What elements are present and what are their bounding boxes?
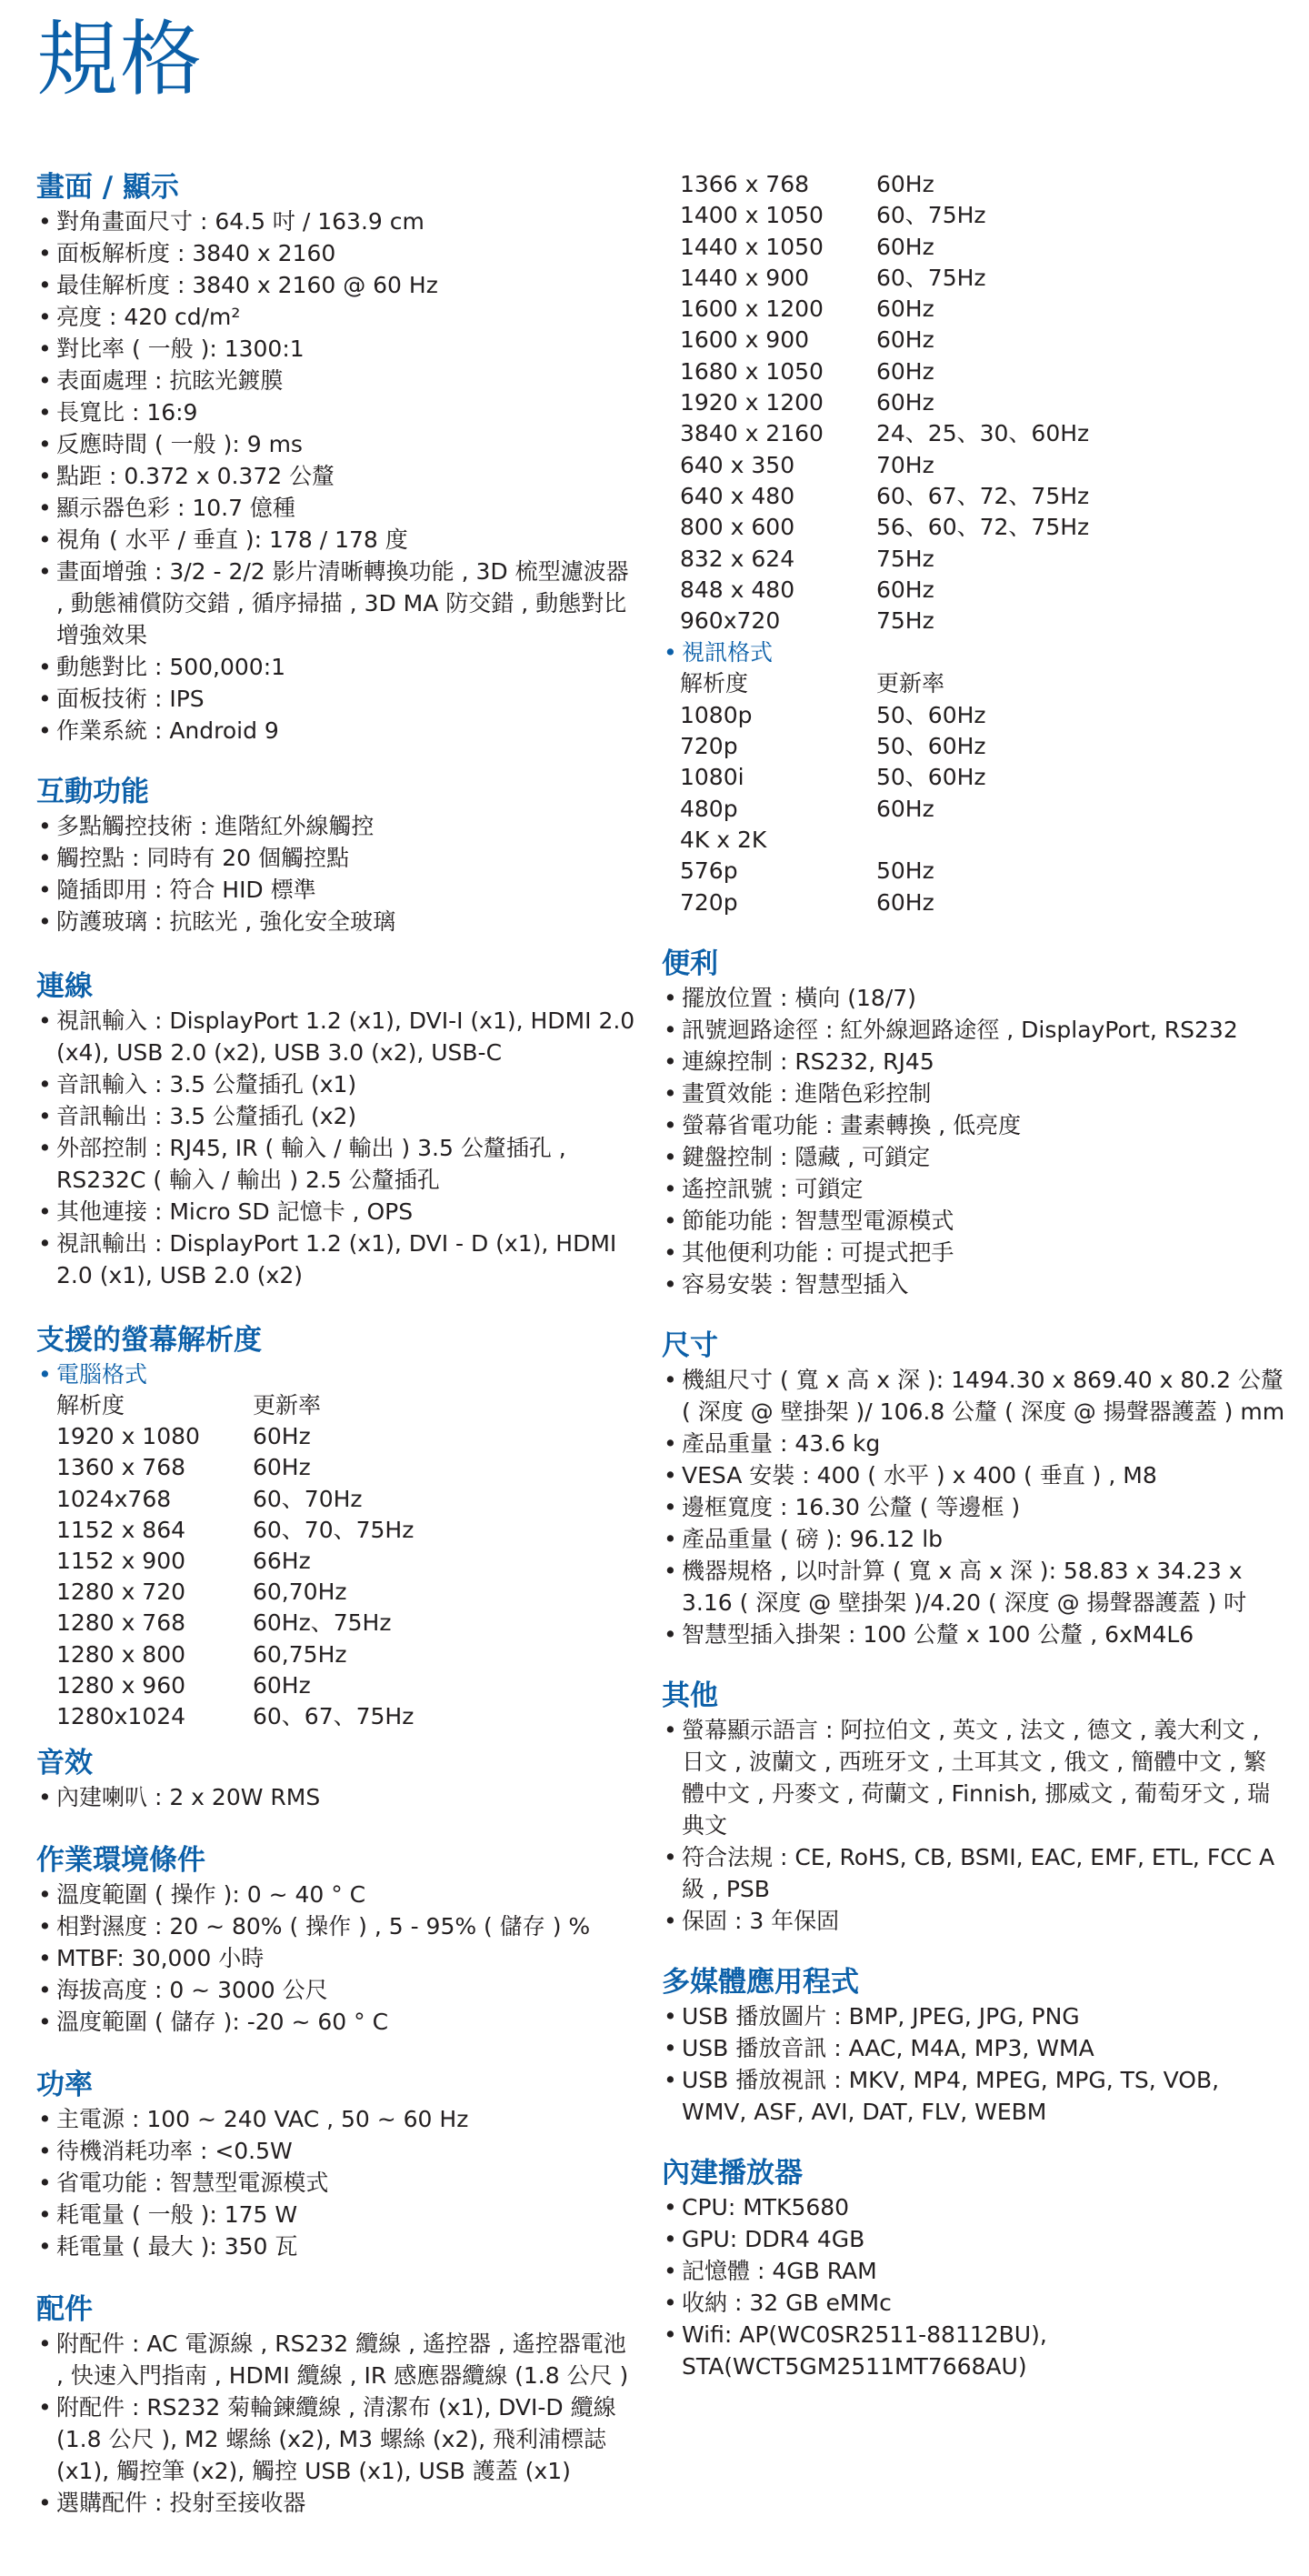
display-section — [36, 169, 636, 747]
player-section — [662, 2155, 1289, 2382]
refresh-rate-value: 60Hz — [876, 389, 934, 416]
refresh-rate-value: 24、25、30、60Hz — [876, 420, 1090, 447]
convenience-title: 便利 — [662, 947, 718, 980]
pc-resolution-table — [56, 1390, 636, 1732]
multimedia-list — [662, 2000, 1289, 2128]
refresh-rate-value: 60、67、72、75Hz — [876, 482, 1090, 509]
convenience-list — [662, 982, 1289, 1300]
resolutions-section — [36, 1322, 636, 1732]
refresh-rate-value: 60Hz、75Hz — [253, 1609, 392, 1637]
list-item: • 容易安裝 : 智慧型插入 — [662, 1268, 1289, 1300]
resolution-row — [56, 1701, 636, 1732]
list-item: • 最佳解析度 : 3840 x 2160 @ 60 Hz — [36, 269, 636, 301]
accessories-title: 配件 — [36, 2293, 93, 2327]
video-refresh-header-label: 更新率 — [876, 670, 945, 697]
interaction-section — [36, 774, 636, 937]
list-item: • VESA 安裝 : 400 ( 水平 ) x 400 ( 垂直 ) , M8 — [662, 1459, 1289, 1491]
list-item: • 耗電量 ( 最大 ): 350 瓦 — [36, 2230, 636, 2262]
resolutions-continued-section — [662, 169, 1289, 918]
refresh-rate-value: 50Hz — [876, 857, 934, 885]
refresh-rate-value: 60、75Hz — [876, 202, 986, 229]
list-item: • 其他便利功能 : 可提式把手 — [662, 1237, 1289, 1268]
list-item: • 視訊輸入 : DisplayPort 1.2 (x1), DVI-I (x1), HDMI 2.0 (x4), USB 2.0 (x2), USB 3.0 (x2), USB-C — [36, 1005, 636, 1068]
misc-title: 其他 — [662, 1679, 718, 1712]
resolution-value: 1280 x 720 — [56, 1579, 186, 1606]
resolutions-title: 支援的螢幕解析度 — [36, 1324, 262, 1357]
resolution-value: 1440 x 900 — [680, 264, 810, 291]
resolution-row — [680, 512, 1289, 543]
list-item: • 外部控制 : RJ45, IR ( 輸入 / 輸出 ) 3.5 公釐插孔 , RS232C ( 輸入 / 輸出 ) 2.5 公釐插孔 — [36, 1132, 636, 1196]
list-item: • 鍵盤控制 : 隱藏 , 可鎖定 — [662, 1141, 1289, 1173]
resolution-value: 1080i — [680, 764, 744, 791]
refresh-rate-value: 60、75Hz — [876, 264, 986, 291]
list-item: • GPU: DDR4 4GB — [662, 2223, 1289, 2255]
resolution-row — [680, 794, 1289, 825]
list-item: • 遙控訊號 : 可鎖定 — [662, 1173, 1289, 1205]
resolution-header: 解析度 — [56, 1392, 125, 1418]
resolution-row — [56, 1639, 636, 1670]
connectivity-list — [36, 1005, 636, 1291]
resolution-row — [680, 294, 1289, 325]
connectivity-title: 連線 — [36, 970, 93, 1003]
resolution-row — [680, 387, 1289, 418]
list-item: • 溫度範圍 ( 儲存 ): -20 ~ 60 ° C — [36, 2006, 636, 2038]
resolution-value: 1152 x 900 — [56, 1548, 186, 1575]
resolution-value: 1440 x 1050 — [680, 233, 824, 260]
list-item: • 多點觸控技術 : 進階紅外線觸控 — [36, 810, 636, 842]
resolution-row — [680, 481, 1289, 512]
sound-list — [36, 1781, 636, 1813]
list-item: • 連線控制 : RS232, RJ45 — [662, 1046, 1289, 1078]
video-format-list — [662, 636, 1289, 668]
list-item: • 記憶體 : 4GB RAM — [662, 2255, 1289, 2287]
refresh-rate-value: 75Hz — [876, 607, 934, 635]
refresh-rate-value: 60、70Hz — [253, 1485, 363, 1512]
player-title: 內建播放器 — [662, 2156, 803, 2190]
list-item: • 內建喇叭 : 2 x 20W RMS — [36, 1781, 636, 1813]
resolution-row — [680, 762, 1289, 793]
resolution-row — [56, 1546, 636, 1577]
video-resolution-rows — [680, 700, 1289, 918]
refresh-rate-value: 60Hz — [876, 576, 934, 603]
pc-resolution-header — [56, 1390, 636, 1421]
list-item: • 隨插即用 : 符合 HID 標準 — [36, 874, 636, 906]
list-item: • 表面處理 : 抗眩光鍍膜 — [36, 365, 636, 396]
resolution-row — [56, 1608, 636, 1639]
resolution-row — [680, 887, 1289, 918]
list-item: • 相對濕度 : 20 ~ 80% ( 操作 ) , 5 - 95% ( 儲存 ) % — [36, 1910, 636, 1942]
list-item: • 對比率 ( 一般 ): 1300:1 — [36, 333, 636, 365]
resolution-row — [680, 325, 1289, 356]
list-item: • 產品重量 : 43.6 kg — [662, 1428, 1289, 1459]
resolution-row — [680, 856, 1289, 887]
list-item: • 其他連接 : Micro SD 記憶卡 , OPS — [36, 1196, 636, 1228]
display-list — [36, 205, 636, 747]
refresh-rate-value: 60、67、75Hz — [253, 1703, 415, 1730]
resolution-value: 1024x768 — [56, 1485, 172, 1512]
resolution-value: 1366 x 768 — [680, 171, 810, 197]
list-item: • 面板解析度 : 3840 x 2160 — [36, 237, 636, 269]
resolution-value: 576p — [680, 857, 738, 885]
resolution-row — [680, 606, 1289, 636]
resolution-value: 720p — [680, 888, 738, 916]
resolution-row — [680, 232, 1289, 263]
list-item: • 機器規格 , 以吋計算 ( 寬 x 高 x 深 ): 58.83 x 34.23 x 3.16 ( 深度 @ 壁掛架 )/4.20 ( 深度 @ 揚聲器護蓋 ) 吋 — [662, 1555, 1289, 1619]
right-column — [662, 169, 1289, 2408]
resolution-value: 1920 x 1200 — [680, 389, 824, 416]
resolution-row — [56, 1421, 636, 1452]
list-item: • 收納 : 32 GB eMMc — [662, 2287, 1289, 2319]
video-resolution-header-label: 解析度 — [680, 670, 749, 697]
list-item: • MTBF: 30,000 小時 — [36, 1942, 636, 1974]
player-list — [662, 2191, 1289, 2382]
list-item: • 畫面增強 : 3/2 - 2/2 影片清晰轉換功能 , 3D 梳型濾波器 , 動態補償防交錯 , 循序掃描 , 3D MA 防交錯 , 動態對比增強效果 — [36, 556, 636, 651]
refresh-rate-value: 60Hz — [253, 1423, 311, 1450]
refresh-header: 更新率 — [253, 1392, 322, 1418]
pc-format-label: • 電腦格式 — [36, 1358, 636, 1390]
resolution-row — [680, 700, 1289, 731]
resolution-row — [56, 1577, 636, 1608]
resolution-row — [680, 169, 1289, 200]
refresh-rate-value: 60、70、75Hz — [253, 1516, 415, 1543]
list-item: • 選購配件 : 投射至接收器 — [36, 2487, 636, 2519]
operating-section — [36, 1842, 636, 2038]
refresh-rate-value — [876, 825, 1289, 856]
refresh-rate-value: 60Hz — [876, 171, 934, 197]
refresh-rate-value: 50、60Hz — [876, 733, 986, 760]
resolution-value: 960x720 — [680, 607, 781, 635]
list-item: • Wifi: AP(WC0SR2511-88112BU), STA(WCT5GM2511MT7668AU) — [662, 2319, 1289, 2382]
refresh-rate-value: 60Hz — [876, 296, 934, 323]
list-item: • 省電功能 : 智慧型電源模式 — [36, 2167, 636, 2199]
refresh-rate-value: 60Hz — [876, 326, 934, 354]
resolution-row — [680, 356, 1289, 387]
power-list — [36, 2103, 636, 2262]
list-item: • 防護玻璃 : 抗眩光 , 強化安全玻璃 — [36, 906, 636, 937]
resolution-value: 1680 x 1050 — [680, 357, 824, 385]
refresh-rate-value: 60Hz — [876, 795, 934, 822]
resolution-value: 640 x 480 — [680, 482, 795, 509]
list-item: • 符合法規 : CE, RoHS, CB, BSMI, EAC, EMF, ETL, FCC A 級 , PSB — [662, 1841, 1289, 1905]
interaction-title: 互動功能 — [36, 776, 149, 808]
refresh-rate-value: 50、60Hz — [876, 701, 986, 728]
list-item: • 音訊輸出 : 3.5 公釐插孔 (x2) — [36, 1100, 636, 1132]
video-resolution-table — [680, 668, 1289, 917]
resolution-value: 1280 x 800 — [56, 1640, 186, 1668]
list-item: • 視訊輸出 : DisplayPort 1.2 (x1), DVI - D (x1), HDMI 2.0 (x1), USB 2.0 (x2) — [36, 1228, 636, 1291]
list-item: • 海拔高度 : 0 ~ 3000 公尺 — [36, 1974, 636, 2006]
operating-list — [36, 1879, 636, 2038]
dimensions-title: 尺寸 — [662, 1328, 718, 1362]
list-item: • 面板技術 : IPS — [36, 683, 636, 715]
list-item: • 對角畫面尺寸 : 64.5 吋 / 163.9 cm — [36, 205, 636, 237]
resolution-value: 1400 x 1050 — [680, 202, 824, 229]
left-column — [36, 169, 636, 2544]
pc-format-list — [36, 1358, 636, 1390]
resolution-row — [680, 450, 1289, 481]
resolution-value: 720p — [680, 733, 738, 760]
refresh-rate-value: 56、60、72、75Hz — [876, 514, 1090, 541]
convenience-section — [662, 946, 1289, 1300]
list-item: • 產品重量 ( 磅 ): 96.12 lb — [662, 1523, 1289, 1555]
resolution-value: 848 x 480 — [680, 576, 795, 603]
list-item: • 畫質效能 : 進階色彩控制 — [662, 1078, 1289, 1109]
list-item: • 訊號迴路途徑 : 紅外線迴路途徑 , DisplayPort, RS232 — [662, 1014, 1289, 1046]
resolution-value: 1360 x 768 — [56, 1454, 186, 1481]
operating-title: 作業環境條件 — [36, 1844, 205, 1878]
resolution-value: 480p — [680, 795, 738, 822]
resolution-value: 1920 x 1080 — [56, 1423, 200, 1450]
power-section — [36, 2067, 636, 2262]
power-title: 功率 — [36, 2069, 93, 2102]
page-title: 規格 — [36, 12, 204, 107]
list-item: • 附配件 : RS232 菊輪鍊纜線 , 清潔布 (x1), DVI-D 纜線 (1.8 公尺 ), M2 螺絲 (x2), M3 螺絲 (x2), 飛利浦標誌 (x1), 觸控筆 (x2), 觸控 USB (x1), USB 護蓋 (x1) — [36, 2391, 636, 2487]
resolution-value: 4K x 2K — [680, 826, 767, 853]
resolution-row — [680, 731, 1289, 762]
connectivity-section — [36, 968, 636, 1291]
list-item: • 溫度範圍 ( 操作 ): 0 ~ 40 ° C — [36, 1879, 636, 1910]
list-item: • 動態對比 : 500,000:1 — [36, 651, 636, 683]
refresh-rate-value: 70Hz — [876, 451, 934, 478]
display-title: 畫面 / 顯示 — [36, 171, 179, 204]
refresh-rate-value: 60Hz — [876, 888, 934, 916]
refresh-rate-value: 60,70Hz — [253, 1579, 347, 1606]
resolution-row — [56, 1670, 636, 1701]
multimedia-section — [662, 1964, 1289, 2128]
refresh-rate-value: 60Hz — [253, 1671, 311, 1699]
refresh-rate-value: 60Hz — [876, 357, 934, 385]
list-item: • 邊框寬度 : 16.30 公釐 ( 等邊框 ) — [662, 1491, 1289, 1523]
resolution-value: 640 x 350 — [680, 451, 795, 478]
resolution-value: 1280x1024 — [56, 1703, 186, 1730]
list-item: • 智慧型插入掛架 : 100 公釐 x 100 公釐 , 6xM4L6 — [662, 1619, 1289, 1650]
resolution-row — [56, 1515, 636, 1546]
list-item: • 作業系統 : Android 9 — [36, 715, 636, 747]
list-item: • 顯示器色彩 : 10.7 億種 — [36, 492, 636, 524]
list-item: • 反應時間 ( 一般 ): 9 ms — [36, 428, 636, 460]
accessories-list — [36, 2328, 636, 2519]
list-item: • 主電源 : 100 ~ 240 VAC , 50 ~ 60 Hz — [36, 2103, 636, 2135]
list-item: • 附配件 : AC 電源線 , RS232 纜線 , 遙控器 , 遙控器電池 , 快速入門指南 , HDMI 纜線 , IR 感應器纜線 (1.8 公尺 ) — [36, 2328, 636, 2391]
list-item: • 待機消耗功率 : <0.5W — [36, 2135, 636, 2167]
resolution-value: 1152 x 864 — [56, 1516, 186, 1543]
resolution-value: 1080p — [680, 701, 753, 728]
list-item: • 視角 ( 水平 / 垂直 ): 178 / 178 度 — [36, 524, 636, 556]
dimensions-section — [662, 1328, 1289, 1650]
list-item: • 機組尺寸 ( 寬 x 高 x 深 ): 1494.30 x 869.40 x 80.2 公釐 ( 深度 @ 壁掛架 )/ 106.8 公釐 ( 深度 @ 揚聲器護蓋 ) mm — [662, 1364, 1289, 1428]
list-item: • 觸控點 : 同時有 20 個觸控點 — [36, 842, 636, 874]
pc-resolution-rows — [56, 1421, 636, 1732]
misc-list — [662, 1714, 1289, 1937]
resolution-value: 1600 x 1200 — [680, 296, 824, 323]
resolution-row — [56, 1452, 636, 1483]
list-item: • 音訊輸入 : 3.5 公釐插孔 (x1) — [36, 1068, 636, 1100]
refresh-rate-value: 60Hz — [876, 233, 934, 260]
video-resolution-header — [680, 668, 1289, 699]
pc-resolution-rows-continued — [680, 169, 1289, 636]
misc-section — [662, 1678, 1289, 1937]
resolution-value: 3840 x 2160 — [680, 420, 824, 447]
list-item: • 點距 : 0.372 x 0.372 公釐 — [36, 460, 636, 492]
refresh-rate-value: 75Hz — [876, 545, 934, 572]
resolution-row — [680, 825, 1289, 856]
list-item: • 螢幕省電功能 : 畫素轉換 , 低亮度 — [662, 1109, 1289, 1141]
list-item: • 長寬比 : 16:9 — [36, 396, 636, 428]
resolution-value: 1280 x 768 — [56, 1609, 186, 1637]
resolution-value: 1280 x 960 — [56, 1671, 186, 1699]
dimensions-list — [662, 1364, 1289, 1650]
resolution-value: 1600 x 900 — [680, 326, 810, 354]
accessories-section — [36, 2291, 636, 2519]
resolution-row — [680, 544, 1289, 575]
refresh-rate-value: 60Hz — [253, 1454, 311, 1481]
list-item: • 亮度 : 420 cd/m² — [36, 301, 636, 333]
interaction-list — [36, 810, 636, 937]
list-item: • CPU: MTK5680 — [662, 2191, 1289, 2223]
list-item: • USB 播放圖片 : BMP, JPEG, JPG, PNG — [662, 2000, 1289, 2032]
refresh-rate-value: 66Hz — [253, 1548, 311, 1575]
list-item: • 耗電量 ( 一般 ): 175 W — [36, 2199, 636, 2230]
list-item: • 擺放位置 : 橫向 (18/7) — [662, 982, 1289, 1014]
video-format-label: • 視訊格式 — [662, 636, 1289, 668]
refresh-rate-value: 50、60Hz — [876, 764, 986, 791]
resolution-row — [56, 1484, 636, 1515]
list-item: • USB 播放視訊 : MKV, MP4, MPEG, MPG, TS, VOB, WMV, ASF, AVI, DAT, FLV, WEBM — [662, 2064, 1289, 2128]
refresh-rate-value: 60,75Hz — [253, 1640, 347, 1668]
resolution-value: 800 x 600 — [680, 514, 795, 541]
multimedia-title: 多媒體應用程式 — [662, 1965, 859, 1999]
resolution-value: 832 x 624 — [680, 545, 795, 572]
resolution-row — [680, 418, 1289, 449]
sound-section — [36, 1745, 636, 1813]
list-item: • 保固 : 3 年保固 — [662, 1905, 1289, 1937]
list-item: • 螢幕顯示語言 : 阿拉伯文 , 英文 , 法文 , 德文 , 義大利文 , 日文 , 波蘭文 , 西班牙文 , 土耳其文 , 俄文 , 簡體中文 , 繁體中文 , 丹麥文 , 荷蘭文 , Finnish, 挪威文 , 葡萄牙文 , 瑞典文 — [662, 1714, 1289, 1841]
resolution-row — [680, 263, 1289, 294]
resolution-row — [680, 200, 1289, 231]
list-item: • USB 播放音訊 : AAC, M4A, MP3, WMA — [662, 2032, 1289, 2064]
resolution-row — [680, 575, 1289, 606]
list-item: • 節能功能 : 智慧型電源模式 — [662, 1205, 1289, 1237]
sound-title: 音效 — [36, 1747, 93, 1780]
